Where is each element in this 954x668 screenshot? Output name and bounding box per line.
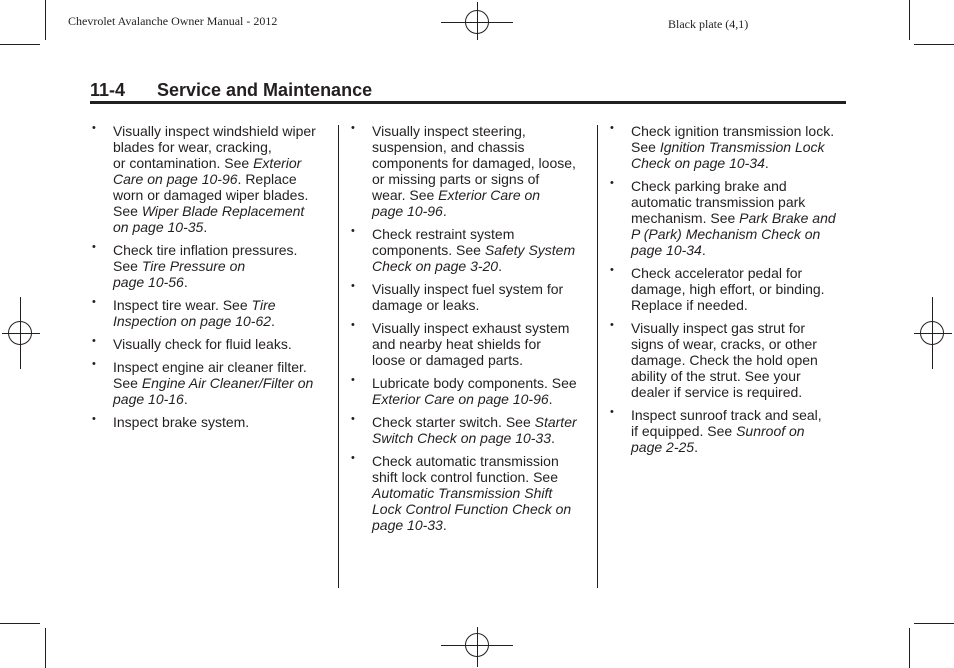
text-line [631, 226, 840, 242]
text-line [113, 187, 322, 203]
checklist-item [92, 123, 322, 235]
text-line [631, 352, 840, 368]
text-line [372, 242, 581, 258]
section-number: 11-4 [90, 80, 126, 100]
text-line [372, 139, 581, 155]
crop-mark [914, 44, 954, 45]
text-segment: . [203, 219, 208, 235]
section-title: Service and Maintenance [157, 80, 373, 100]
text-segment: Lubricate body components. See [372, 375, 577, 391]
text-segment: dealer if service is required. [631, 384, 803, 400]
text-segment: . [498, 258, 502, 274]
checklist-item [92, 359, 322, 407]
text-line [372, 453, 581, 469]
bullet-icon: • [351, 413, 355, 425]
bullet-icon: • [351, 319, 355, 331]
text-segment: damage. Check the hold open [631, 352, 818, 368]
bullet-icon: • [351, 225, 355, 237]
cross-reference: Exterior Care on [438, 187, 541, 203]
text-segment: . [183, 274, 188, 290]
checklist-item [351, 320, 581, 368]
bullet-icon: • [351, 280, 355, 292]
cross-reference: Care on page 10-96 [113, 171, 238, 187]
bullet-icon: • [351, 122, 355, 134]
bullet-icon: • [351, 452, 355, 464]
cross-reference: Safety System [484, 242, 576, 258]
text-segment: Visually check for fluid leaks. [113, 336, 292, 352]
text-line [372, 485, 581, 501]
column-divider [597, 125, 598, 588]
crop-mark [45, 628, 46, 668]
text-line [631, 439, 840, 455]
crop-mark [45, 0, 46, 40]
text-segment: See [631, 139, 660, 155]
text-line [372, 297, 581, 313]
text-segment: . [442, 203, 447, 219]
cross-reference: page 10-56 [113, 274, 184, 290]
bullet-icon: • [610, 177, 614, 189]
bullet-icon: • [610, 122, 614, 134]
text-line [631, 423, 840, 439]
text-line [372, 336, 581, 352]
text-segment: blades for wear, cracking, [113, 139, 272, 155]
checklist-item [610, 407, 840, 455]
text-line [113, 336, 322, 352]
text-line [113, 171, 322, 187]
cross-reference: page 10-96 [372, 203, 443, 219]
text-line [372, 352, 581, 368]
crop-mark [909, 0, 910, 40]
text-segment: and nearby heat shields for [372, 336, 541, 352]
text-line [113, 203, 322, 219]
text-segment: Check tire inflation pressures. [113, 242, 298, 258]
text-segment: loose or damaged parts. [372, 352, 523, 368]
checklist-item [610, 320, 840, 400]
text-line [372, 469, 581, 485]
text-line [372, 155, 581, 171]
checklist-item [351, 375, 581, 407]
text-segment: . Replace [237, 171, 297, 187]
text-line [113, 123, 322, 139]
bullet-icon: • [92, 122, 96, 134]
text-line [113, 155, 322, 171]
text-line [372, 187, 581, 203]
text-line [372, 517, 581, 533]
text-line [372, 203, 581, 219]
checklist-item [610, 123, 840, 171]
cross-reference: Sunroof on [736, 423, 805, 439]
checklist-item [351, 281, 581, 313]
text-segment: suspension, and chassis [372, 139, 525, 155]
text-line [113, 297, 322, 313]
bullet-icon: • [92, 358, 96, 370]
cross-reference: Wiper Blade Replacement [141, 203, 305, 219]
text-segment: Check automatic transmission [372, 453, 559, 469]
text-line [372, 171, 581, 187]
text-line [372, 226, 581, 242]
text-segment: automatic transmission park [631, 194, 806, 210]
cross-reference: Exterior Care on page 10-96 [372, 391, 549, 407]
text-segment: Visually inspect gas strut for [631, 320, 806, 336]
text-segment: . [701, 242, 706, 258]
cross-reference: on page 10-35 [113, 219, 204, 235]
text-line [372, 391, 581, 407]
text-segment: Replace if needed. [631, 297, 748, 313]
text-line [631, 281, 840, 297]
text-segment: . [442, 517, 447, 533]
text-line [631, 178, 840, 194]
cross-reference: page 2-25 [631, 439, 695, 455]
bullet-icon: • [351, 374, 355, 386]
cross-reference: Check on page 10-34 [631, 155, 765, 171]
cross-reference: Inspection on page 10-62 [113, 313, 272, 329]
text-segment: Visually inspect windshield wiper [113, 123, 316, 139]
text-line [631, 384, 840, 400]
section-heading [90, 80, 372, 101]
cross-reference: Check on page 3-20 [372, 258, 499, 274]
text-line [631, 336, 840, 352]
text-segment: Inspect sunroof track and seal, [631, 407, 822, 423]
cross-reference: Tire [251, 297, 276, 313]
text-line [113, 242, 322, 258]
text-line [631, 320, 840, 336]
cross-reference: Starter [534, 414, 577, 430]
text-segment: shift lock control function. See [372, 469, 558, 485]
text-segment: or contamination. See [113, 155, 254, 171]
text-segment: See [113, 258, 142, 274]
text-line [372, 320, 581, 336]
text-line [372, 375, 581, 391]
text-segment: . [551, 430, 555, 446]
checklist-item [351, 123, 581, 219]
cross-reference: Tire Pressure on [141, 258, 246, 274]
text-segment: components for damaged, loose, [372, 155, 576, 171]
text-line [631, 194, 840, 210]
text-line [372, 414, 581, 430]
bullet-icon: • [610, 406, 614, 418]
text-line [113, 414, 322, 430]
text-segment: Inspect tire wear. See [113, 297, 252, 313]
text-segment: damage or leaks. [372, 297, 480, 313]
text-segment: Check starter switch. See [372, 414, 535, 430]
checklist-item [92, 414, 322, 430]
text-segment: worn or damaged wiper blades. [113, 187, 309, 203]
text-line [631, 407, 840, 423]
text-segment: wear. See [372, 187, 439, 203]
column-1 [92, 123, 322, 437]
text-segment: signs of wear, cracks, or other [631, 336, 817, 352]
bullet-icon: • [610, 319, 614, 331]
cross-reference: Park Brake and [739, 210, 836, 226]
plate-label: Black plate (4,1) [668, 17, 749, 31]
cross-reference: Engine Air Cleaner/Filter on [141, 375, 314, 391]
text-segment: components. See [372, 242, 485, 258]
cross-reference: P (Park) Mechanism Check on [631, 226, 821, 242]
text-line [113, 219, 322, 235]
text-line [372, 258, 581, 274]
column-3 [610, 123, 840, 462]
text-segment: Visually inspect fuel system for [372, 281, 564, 297]
checklist-item [610, 178, 840, 258]
text-line [631, 123, 840, 139]
bullet-icon: • [92, 335, 96, 347]
text-line [113, 375, 322, 391]
text-segment: damage, high effort, or binding. [631, 281, 825, 297]
text-line [113, 391, 322, 407]
text-line [631, 242, 840, 258]
text-line [372, 281, 581, 297]
text-segment: . [271, 313, 275, 329]
cross-reference: Automatic Transmission Shift [372, 485, 553, 501]
text-segment: . [694, 439, 698, 455]
text-segment: ability of the strut. See your [631, 368, 801, 384]
text-segment: . [548, 391, 553, 407]
cross-reference: Switch Check on page 10-33 [372, 430, 551, 446]
crop-mark [0, 44, 40, 45]
text-segment: Check parking brake and [631, 178, 787, 194]
text-line [631, 139, 840, 155]
text-segment: . [764, 155, 769, 171]
checklist-item [610, 265, 840, 313]
text-segment: if equipped. See [631, 423, 737, 439]
crop-mark [914, 623, 954, 624]
bullet-icon: • [92, 413, 96, 425]
text-line [631, 368, 840, 384]
text-line [631, 265, 840, 281]
manual-title: Chevrolet Avalanche Owner Manual - 2012 [68, 14, 278, 28]
text-segment: Visually inspect steering, [372, 123, 526, 139]
text-line [113, 139, 322, 155]
text-segment: mechanism. See [631, 210, 740, 226]
text-segment: Inspect brake system. [113, 414, 250, 430]
checklist-item [351, 453, 581, 533]
text-segment: Check accelerator pedal for [631, 265, 803, 281]
cross-reference: page 10-34 [631, 242, 702, 258]
crop-mark [0, 623, 40, 624]
cross-reference: page 10-16 [113, 391, 184, 407]
checklist-item [351, 226, 581, 274]
column-2 [351, 123, 581, 540]
text-segment: Check ignition transmission lock. [631, 123, 835, 139]
column-divider [338, 125, 339, 588]
bullet-icon: • [610, 264, 614, 276]
text-segment: or missing parts or signs of [372, 171, 540, 187]
text-line [372, 430, 581, 446]
text-line [631, 210, 840, 226]
text-line [113, 313, 322, 329]
cross-reference: page 10-33 [372, 517, 443, 533]
checklist-item [92, 242, 322, 290]
text-line [113, 359, 322, 375]
cross-reference: Lock Control Function Check on [372, 501, 572, 517]
text-line [631, 155, 840, 171]
checklist-item [92, 336, 322, 352]
cross-reference: Ignition Transmission Lock [659, 139, 825, 155]
text-line [372, 123, 581, 139]
text-segment: See [113, 375, 142, 391]
crop-mark [909, 628, 910, 668]
checklist-item [351, 414, 581, 446]
text-line [113, 274, 322, 290]
text-segment: Visually inspect exhaust system [372, 320, 570, 336]
text-segment: Check restraint system [372, 226, 515, 242]
text-segment: See [113, 203, 142, 219]
heading-rule [90, 101, 846, 104]
text-line [113, 258, 322, 274]
bullet-icon: • [92, 296, 96, 308]
cross-reference: Exterior [253, 155, 302, 171]
text-line [372, 501, 581, 517]
bullet-icon: • [92, 241, 96, 253]
text-line [631, 297, 840, 313]
text-segment: Inspect engine air cleaner filter. [113, 359, 307, 375]
text-segment: . [183, 391, 188, 407]
checklist-item [92, 297, 322, 329]
